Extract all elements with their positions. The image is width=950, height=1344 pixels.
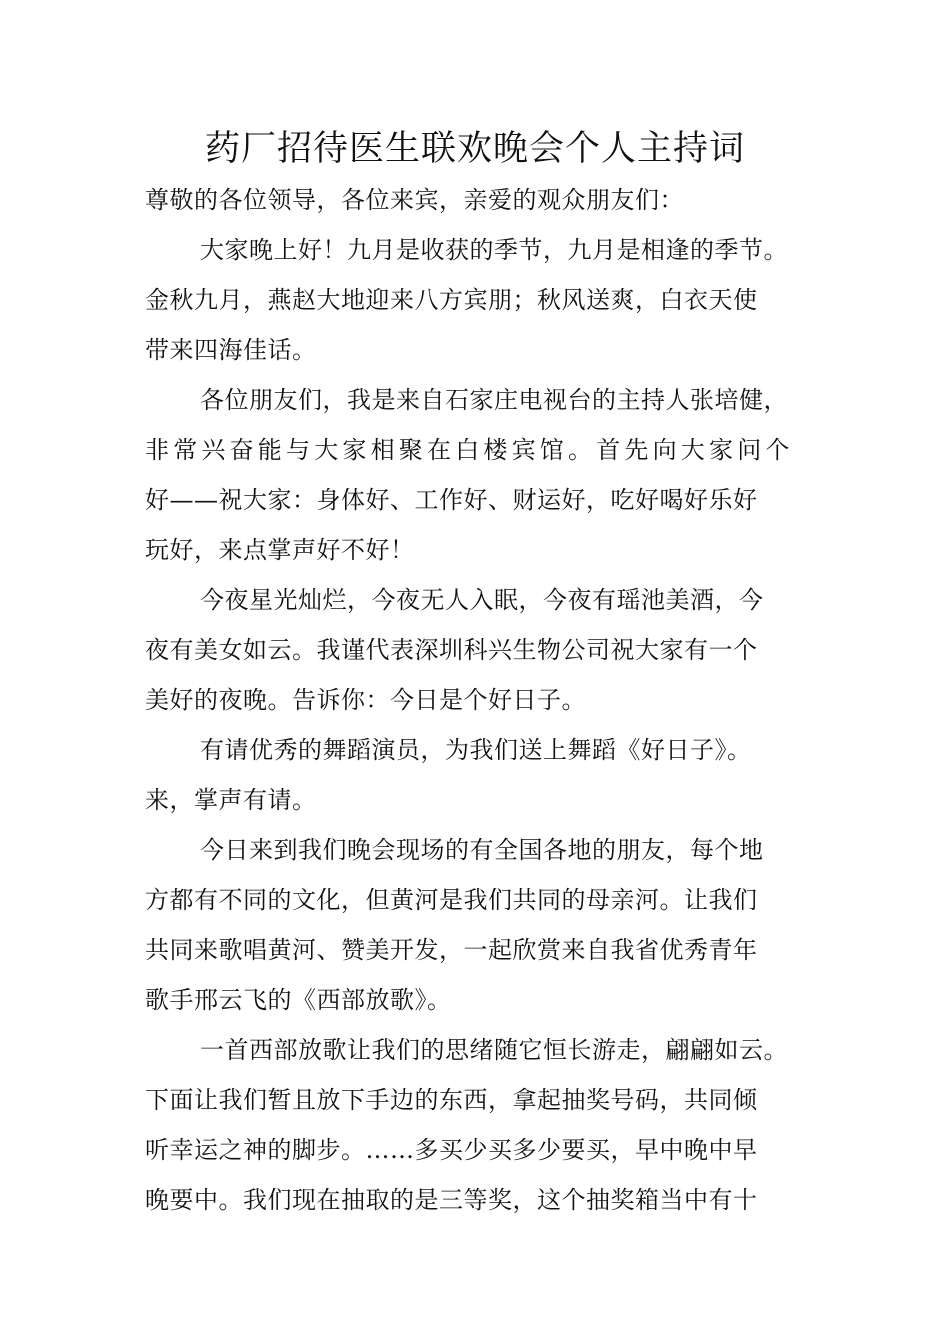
text-line: 美好的夜晚。告诉你：今日是个好日子。 bbox=[145, 686, 586, 714]
text-line: 好——祝大家：身体好、工作好、财运好，吃好喝好乐好 bbox=[145, 486, 758, 514]
text-line: 各位朋友们，我是来自石家庄电视台的主持人张培健， bbox=[200, 386, 788, 414]
text-line: 带来四海佳话。 bbox=[145, 336, 317, 364]
text-line: 晚要中。我们现在抽取的是三等奖，这个抽奖箱当中有十 bbox=[145, 1186, 758, 1214]
text-line: 有请优秀的舞蹈演员，为我们送上舞蹈《好日子》。 bbox=[200, 736, 752, 764]
text-line: 下面让我们暂且放下手边的东西，拿起抽奖号码，共同倾 bbox=[145, 1086, 758, 1114]
text-line: 共同来歌唱黄河、赞美开发，一起欣赏来自我省优秀青年 bbox=[145, 936, 758, 964]
text-line: 尊敬的各位领导，各位来宾，亲爱的观众朋友们： bbox=[145, 186, 684, 214]
text-line: 听幸运之神的脚步。……多买少买多少要买，早中晚中早 bbox=[145, 1136, 758, 1164]
text-line: 一首西部放歌让我们的思绪随它恒长游走，翩翩如云。 bbox=[200, 1036, 788, 1064]
text-line: 歌手邢云飞的《西部放歌》。 bbox=[145, 986, 452, 1014]
text-line: 非常兴奋能与大家相聚在白楼宾馆。首先向大家问个 bbox=[145, 436, 794, 464]
text-line: 大家晚上好！九月是收获的季节，九月是相逢的季节。 bbox=[200, 236, 788, 264]
document-title: 药厂招待医生联欢晚会个人主持词 bbox=[204, 129, 745, 169]
text-line: 夜有美女如云。我谨代表深圳科兴生物公司祝大家有一个 bbox=[145, 636, 758, 664]
text-line: 今夜星光灿烂，今夜无人入眠，今夜有瑶池美酒，今 bbox=[200, 586, 764, 614]
text-line: 今日来到我们晚会现场的有全国各地的朋友，每个地 bbox=[200, 836, 764, 864]
text-line: 玩好，来点掌声好不好！ bbox=[145, 536, 415, 564]
text-line: 来，掌声有请。 bbox=[145, 786, 317, 814]
text-line: 方都有不同的文化，但黄河是我们共同的母亲河。让我们 bbox=[145, 886, 758, 914]
text-line: 金秋九月，燕赵大地迎来八方宾朋；秋风送爽，白衣天使 bbox=[145, 286, 758, 314]
